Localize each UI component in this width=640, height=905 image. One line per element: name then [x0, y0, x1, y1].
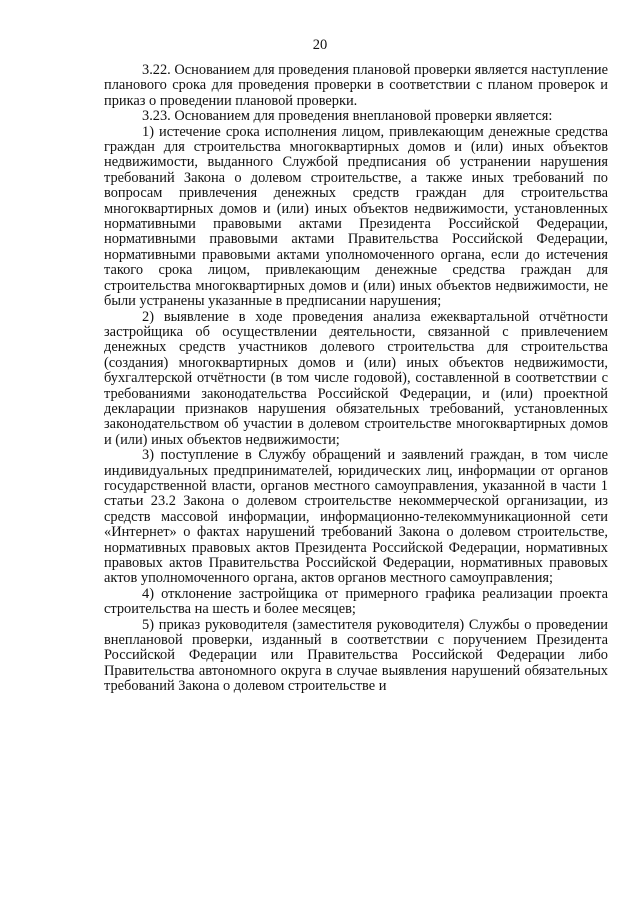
paragraph-3-22: 3.22. Основанием для проведения плановой проверки является наступление планового срока для проведения проверки в соответствии с планом проверок и приказ о проведении плановой проверки. — [104, 62, 608, 109]
page-number: 20 — [312, 37, 328, 53]
document-body — [104, 63, 608, 695]
list-item-5: 5) приказ руководителя (заместителя руководителя) Службы о проведении внеплановой проверки, изданный в соответствии с поручением Президента Российской Федерации или Правительства Российской Федерации либо Правительства автономного округа в случае выявления нарушений обязательных требований Закона о долевом строительстве и — [104, 616, 608, 695]
list-item-3: 3) поступление в Службу обращений и заявлений граждан, в том числе индивидуальных предпринимателей, юридических лиц, информации от органов государственной власти, органов местного самоуправления, указанной в части 1 статьи 23.2 Закона о долевом строительстве некоммерческой организации, из средств массовой информации, информационно-телекоммуникационной сети «Интернет» о фактах нарушений требований Закона о долевом строительстве, нормативных правовых актов Президента Российской Федерации, нормативных правовых актов Правительства Российской Федерации, нормативных правовых актов уполномоченного органа, актов органов местного самоуправления; — [104, 447, 608, 587]
paragraph-3-23: 3.23. Основанием для проведения внеплановой проверки является: — [142, 108, 553, 125]
list-item-4: 4) отклонение застройщика от примерного графика реализации проекта строительства на шесть и более месяцев; — [104, 585, 608, 618]
list-item-2: 2) выявление в ходе проведения анализа ежеквартальной отчётности застройщика об осуществлении деятельности, связанной с привлечением денежных средств участников долевого строительства для строительства (создания) многоквартирных домов и (или) иных объектов недвижимости, бухгалтерской отчётности (в том числе годовой), составленной в соответствии с требованиями законодательства Российской Федерации, и (или) проектной декларации признаков нарушения обязательных требований, установленных законодательством об участии в долевом строительстве многоквартирных домов и (или) иных объектов недвижимости; — [104, 308, 608, 448]
list-item-1: 1) истечение срока исполнения лицом, привлекающим денежные средства граждан для строительства многоквартирных домов и (или) иных объектов недвижимости, выданного Службой предписания об устранении нарушения требований Закона о долевом строительстве, а также иных требований по вопросам привлечения денежных средств граждан для строительства многоквартирных домов и (или) иных объектов недвижимости, установленных нормативными правовыми актами Президента Российской Федерации, нормативными правовыми актами Правительства Российской Федерации, нормативными правовыми актами уполномоченного органа, если до истечения такого срока лицом, привлекающим денежные средства граждан для строительства многоквартирных домов и (или) иных объектов недвижимости, не были устранены указанные в предписании нарушения; — [104, 123, 608, 310]
